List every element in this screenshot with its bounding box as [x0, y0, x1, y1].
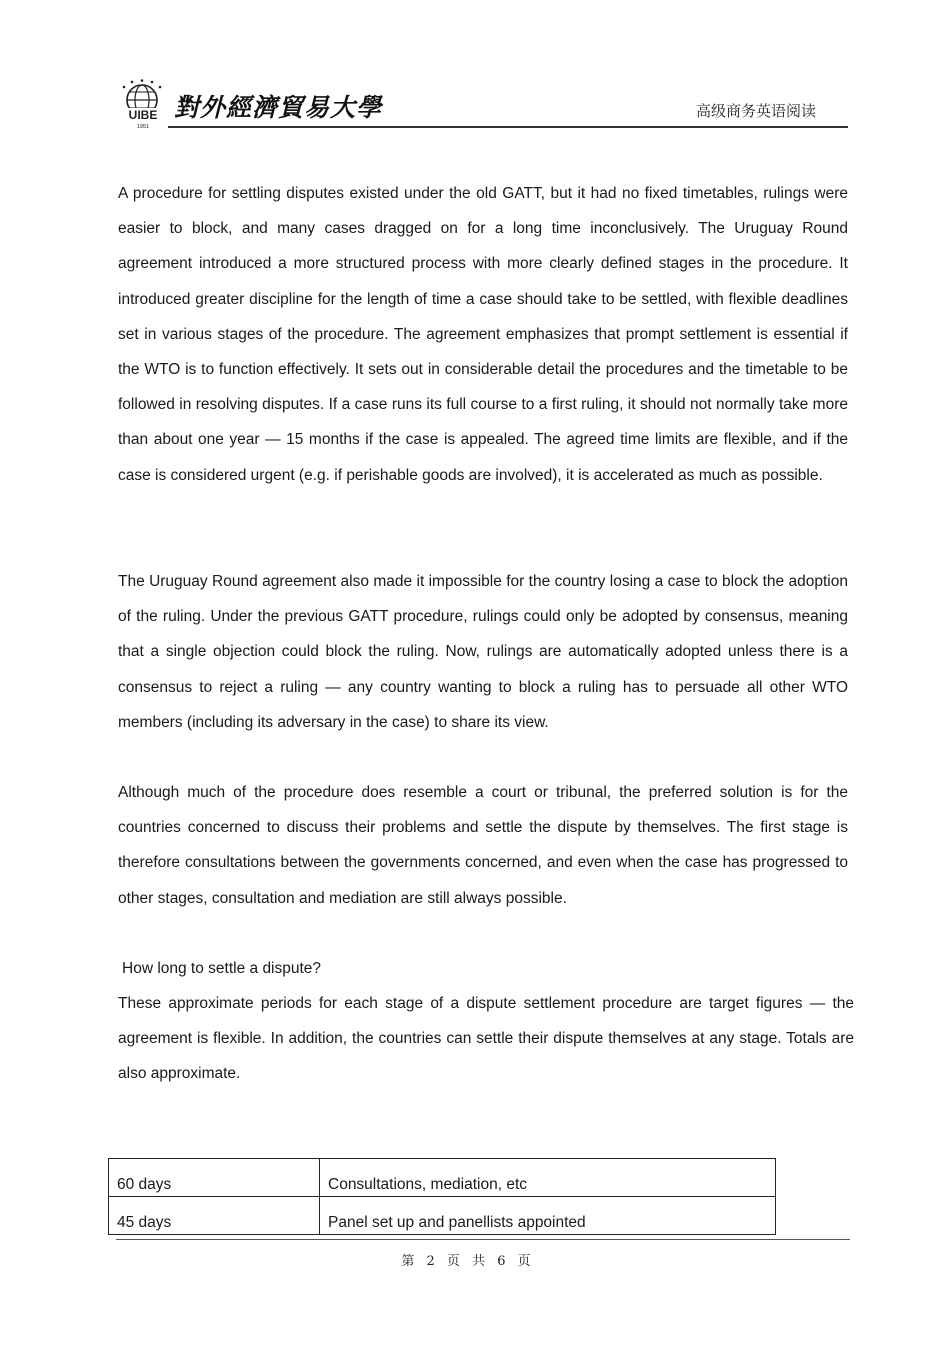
period-cell: 45 days: [109, 1197, 320, 1235]
footer-divider: [116, 1239, 850, 1240]
school-name: 對外經濟貿易大學: [174, 93, 383, 122]
section-question-title: How long to settle a dispute?: [122, 960, 322, 977]
period-cell: 60 days: [109, 1159, 320, 1197]
svg-text:1951: 1951: [136, 124, 150, 130]
paragraph-ruling-adoption: The Uruguay Round agreement also made it impossible for the country losing a case to block the adoption of the ruling. Under the previous GATT procedure, rulings could only be adopted by consensus, meaning that a single objection could block the ruling. Now, rulings are automatically adopted unless there is a consensus to reject a ruling — any country wanting to block a ruling has to persuade all other WTO members (including its adversary in the case) to share its view.: [118, 573, 848, 731]
paragraph-approximate-periods: These approximate periods for each stage of a dispute settlement procedure are target figures — the agreement is flexible. In addition, the countries can settle their dispute themselves at any stage. Totals are also approximate.: [118, 995, 854, 1083]
stage-cell: Panel set up and panellists appointed: [320, 1197, 776, 1235]
settlement-periods-table: [108, 1158, 776, 1235]
svg-text:UIBE: UIBE: [128, 108, 158, 122]
table-row: [109, 1197, 776, 1235]
table-row: [109, 1159, 776, 1197]
paragraph-procedure-history: A procedure for settling disputes existed under the old GATT, but it had no fixed timetables, rulings were easier to block, and many cases dragged on for a long time inconclusively. The Uruguay Round agreement introduced a more structured process with more clearly defined stages in the procedure. It introduced greater discipline for the length of time a case should take to be settled, with flexible deadlines set in various stages of the procedure. The agreement emphasizes that prompt settlement is essential if the WTO is to function effectively. It sets out in considerable detail the procedures and the timetable to be followed in resolving disputes. If a case runs its full course to a first ruling, it should not normally take more than about one year — 15 months if the case is appealed. The agreed time limits are flexible, and if the case is considered urgent (e.g. if perishable goods are involved), it is accelerated as much as possible.: [118, 185, 848, 484]
header-divider: [168, 126, 848, 128]
paragraph-consultation: Although much of the procedure does resemble a court or tribunal, the preferred solution is for the countries concerned to discuss their problems and settle the dispute by themselves. The first stage is therefore consultations between the governments concerned, and even when the case has progressed to other stages, consultation and mediation are still always possible.: [118, 784, 848, 907]
page-number: 第 2 页 共 6 页: [401, 1254, 535, 1269]
stage-cell: Consultations, mediation, etc: [320, 1159, 776, 1197]
university-logo-icon: [112, 78, 174, 130]
course-title: 高级商务英语阅读: [695, 102, 816, 120]
page-header: [112, 78, 848, 130]
